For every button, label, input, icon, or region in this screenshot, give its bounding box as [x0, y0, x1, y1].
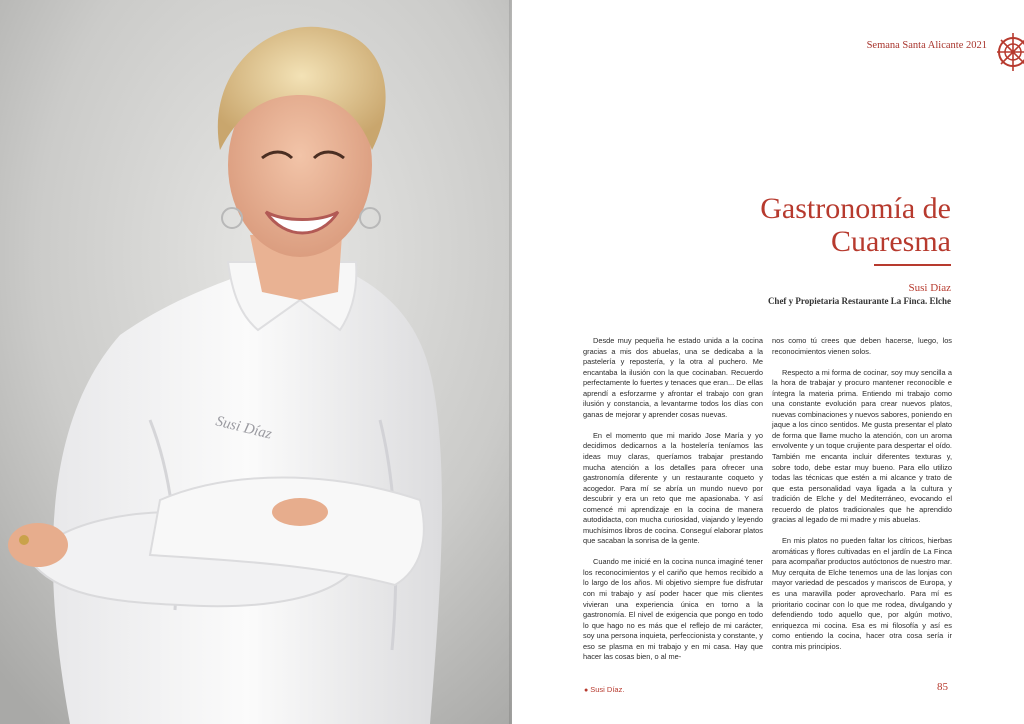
running-head: Semana Santa Alicante 2021 — [866, 40, 987, 51]
paragraph-continuation: nos como tú crees que deben hacerse, luego, los reconocimientos vienen solos. — [772, 336, 952, 356]
crown-of-thorns-emblem-icon — [991, 31, 1024, 73]
text-column-right — [772, 336, 952, 663]
paragraph: Desde muy pequeña he estado unida a la cocina gracias a mis dos abuelas, una se dedicaba a la pastelería y repostería, y la otra al puchero. Me encantaba la ilusión con la que cocinaban. Recuerdo perfectamente lo fuertes y tenaces que eran... De ellas aprendí a esforzarme y afrontar el trabajo con gran ilusión y constancia, a levantarme todos los días con ganas de mejorar y aprender cosas nuevas. — [583, 336, 763, 419]
paragraph: En el momento que mi marido Jose María y yo decidimos dedicarnos a la hostelería teníamos las ideas muy claras, queríamos trabajar prestando mucha atención a los detalles para ofrecer una gastronomía diferente y un restaurante coqueto y acogedor. Para mí se abría un mundo nuevo por descubrir y era un reto que me apasionaba. Y así comencé mi aprendizaje en la cocina de manera autodidacta, con mucha curiosidad, viajando y leyendo muchísimos libros de cocina. Conseguí elaborar platos que sacaban la sonrisa de la gente. — [583, 430, 763, 546]
author-name: Susi Díaz — [908, 282, 951, 294]
author-role: Chef y Propietaria Restaurante La Finca. Elche — [767, 296, 951, 306]
paragraph: Respecto a mi forma de cocinar, soy muy sencilla a la hora de trabajar y procuro mantener reconocible e íntegra la materia prima. Entiendo mi trabajo como una constante evolución para crear nuevos platos, nuevas combinaciones y nuevos sabores, poniendo en jaque a los cinco sentidos. Me gusta presentar el plato de forma que llame mucho la atención, con un aroma envolvente y un toque crujiente para despertar el oído. También me encanta incluir diferentes texturas y, sobre todo, debe estar muy bueno. Para ello utilizo todas las técnicas que estén a mi alcance y trato de que esta personalidad vaya ligada a la cultura y tradición de Elche y del Mediterráneo, evocando el recuerdo de platos tradicionales que he aprendido gracias al legado de mi madre y mis abuelas. — [772, 367, 952, 525]
location-pin-icon: ● — [584, 687, 589, 694]
caption-text: Susi Díaz. — [590, 685, 625, 694]
title-line-1: Gastronomía de — [760, 192, 951, 225]
article-title — [651, 192, 951, 258]
paragraph: Cuando me inicié en la cocina nunca imaginé tener los reconocimientos y el cariño que hemos recibido a lo largo de los años. Mi objetivo siempre fue disfrutar con mi trabajo y así poder hacer que mis clientes vivieran una experiencia única en torno a la gastronomía. El nivel de exigencia que pongo en todo lo que hago no es más que el reflejo de mi carácter, soy una persona inquieta, perfeccionista y constante, y eso se plasma en mi trabajo y en mi casa. Hay que hacer las cosas bien, o al me- — [583, 557, 763, 662]
page-number: 85 — [937, 681, 948, 693]
jacket-embroidery: Susi Díaz — [214, 413, 274, 443]
article-page — [512, 0, 1024, 724]
text-column-left — [583, 336, 763, 673]
paragraph: En mis platos no pueden faltar los cítricos, hierbas aromáticas y flores cultivadas en el jardín de La Finca para acompañar productos autóctonos de nuestro mar. Muy cerquita de Elche tenemos una de las lonjas con mayor variedad de pescados y mariscos de Europa, y es una maravilla poder aprovecharlo. Para mí es prioritario cocinar con lo que me rodea, divulgando y defendiendo todo aquello que, por algún motivo, enriquezca mi cocina. Esa es mi filosofía y así es como entiendo la cocina, hacer otra cosa sería ir contra mis principios. — [772, 536, 952, 651]
photo-caption — [584, 685, 624, 694]
title-line-2: Cuaresma — [831, 225, 951, 258]
title-rule — [874, 264, 951, 266]
